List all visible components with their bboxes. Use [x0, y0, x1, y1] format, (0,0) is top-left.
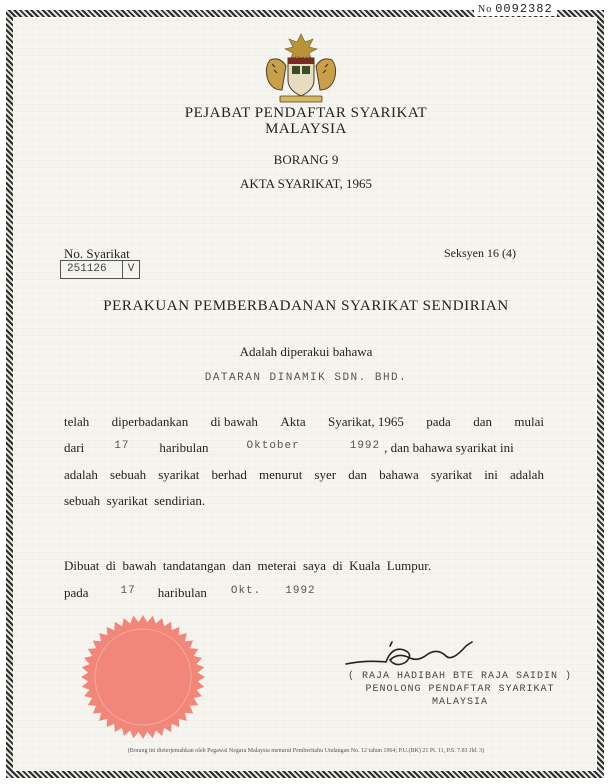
body-word: , dan bahawa syarikat ini	[384, 440, 514, 455]
body-line-4	[64, 493, 544, 509]
body-line-3	[64, 467, 544, 483]
registrar-office-title: PEJABAT PENDAFTAR SYARIKAT	[184, 105, 428, 121]
body-word: syer	[314, 467, 337, 482]
body-word: dan	[348, 467, 367, 482]
serial-prefix: No	[478, 4, 493, 15]
incorporation-year: 1992	[349, 440, 381, 452]
signing-line-1	[64, 558, 544, 574]
body-word: di bawah	[210, 414, 258, 429]
body-word: mulai	[514, 414, 544, 429]
body-word: haribulan	[157, 585, 207, 600]
body-word: adalah	[510, 467, 544, 482]
body-word: sebuah syarikat sendirian.	[64, 493, 206, 508]
company-number-value: 251126	[61, 261, 123, 278]
body-word: Syarikat, 1965	[328, 414, 404, 429]
form-number: BORANG 9	[273, 152, 339, 167]
company-number-check: V	[127, 263, 135, 275]
body-word: dan	[473, 414, 492, 429]
body-word: berhad	[211, 467, 247, 482]
seal-shape	[81, 615, 205, 739]
certificate-title: PERAKUAN PEMBERBADANAN SYARIKAT SENDIRIAN	[103, 298, 509, 314]
body-word: haribulan	[159, 440, 209, 455]
country-title: MALAYSIA	[265, 121, 347, 137]
footer-note: (Borang ini dieterjemahkan oleh Pegawai Negara Malaysia menurut Pemberitahu Undangan No. 12 tahun 1964; P.U.(BK) 21 Pt. 11, P.S. 7.81 Jld. 3)	[127, 748, 485, 754]
signatory-country: MALAYSIA	[431, 697, 488, 708]
body-word: bahawa	[379, 467, 419, 482]
signing-line-2	[64, 585, 544, 601]
section-label: Seksyen 16 (4)	[444, 246, 516, 260]
signing-day: 17	[120, 585, 136, 597]
incorporation-day: 17	[114, 440, 130, 452]
serial-number	[474, 2, 557, 16]
red-seal-icon	[78, 612, 208, 742]
serial-value: 0092382	[495, 2, 553, 16]
signing-text: Dibuat di bawah tandatangan dan meterai saya di Kuala Lumpur.	[64, 558, 432, 573]
signing-month: Okt.	[230, 585, 262, 597]
company-number-label: No. Syarikat	[64, 246, 130, 261]
body-word: syarikat	[430, 467, 473, 482]
body-line-2	[64, 440, 544, 456]
body-word: telah	[64, 414, 90, 429]
signatory-name: ( RAJA HADIBAH BTE RAJA SAIDIN )	[347, 671, 573, 682]
body-word: syarikat	[158, 467, 200, 482]
signature-icon	[342, 638, 492, 674]
body-word: Akta	[280, 414, 306, 429]
incorporation-month: Oktober	[246, 440, 300, 452]
coat-of-arms-icon	[256, 30, 346, 108]
body-line-1	[64, 414, 544, 430]
act-title: AKTA SYARIKAT, 1965	[240, 176, 372, 191]
body-word: pada	[64, 585, 89, 600]
company-number-box	[60, 260, 140, 279]
body-word: ini	[484, 467, 498, 482]
company-name: DATARAN DINAMIK SDN. BHD.	[204, 372, 408, 384]
body-word: diperbadankan	[111, 414, 189, 429]
body-word: menurut	[259, 467, 303, 482]
body-word: adalah	[64, 467, 98, 482]
body-word: sebuah	[110, 467, 147, 482]
signatory-title: PENOLONG PENDAFTAR SYARIKAT	[365, 684, 555, 695]
signing-year: 1992	[285, 585, 316, 597]
body-word: dari	[64, 440, 85, 455]
declaration-text: Adalah diperakui bahawa	[239, 344, 373, 359]
body-word: pada	[426, 414, 451, 429]
